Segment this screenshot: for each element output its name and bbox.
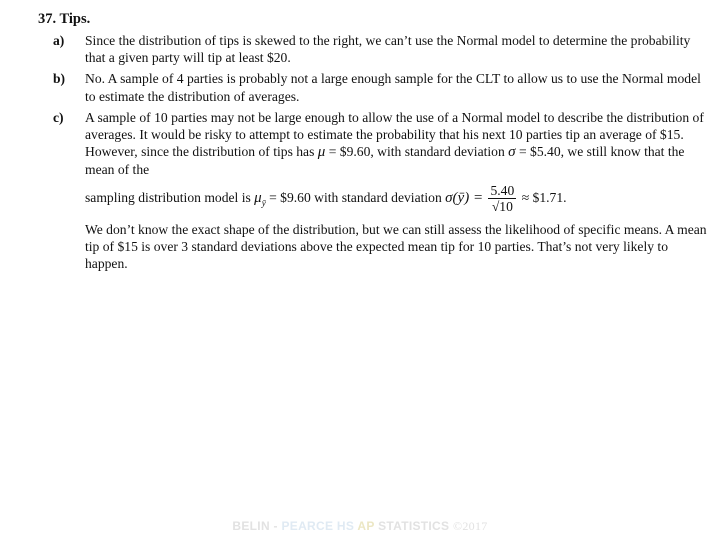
mu-ybar-value: = $9.60 with standard deviation xyxy=(265,189,446,205)
mu-ybar-subscript: ȳ xyxy=(261,197,266,208)
sampling-text: sampling distribution model is xyxy=(85,189,255,205)
answer-b-letter: b) xyxy=(53,71,66,87)
footer-school: PEARCE HS xyxy=(281,519,355,533)
document xyxy=(38,10,708,272)
approx-value: ≈ $1.71. xyxy=(521,189,567,205)
exercise-heading: 37. Tips. xyxy=(38,11,91,27)
answer-a xyxy=(38,32,708,66)
answer-c xyxy=(38,109,708,272)
sd-expression: σ(ȳ) = xyxy=(445,189,484,206)
answer-c-text xyxy=(85,109,708,272)
fraction xyxy=(488,183,516,215)
footer-part2: STATISTICS xyxy=(374,519,450,533)
answer-b xyxy=(38,70,708,104)
answer-b-text: No. A sample of 4 parties is probably not a large enough sample for the CLT to allow us to use the Normal model to estimate the distribution of averages. xyxy=(85,71,701,104)
footer-year: ©2017 xyxy=(452,519,488,533)
footer-ap: AP xyxy=(357,519,375,533)
formula-line xyxy=(85,183,708,215)
footer-part1: BELIN - xyxy=(232,519,282,533)
mu-ybar-symbol: μ xyxy=(254,189,262,206)
sigma-value: = $5.40, we still know that the mean of the xyxy=(85,144,685,178)
mu-symbol: μ xyxy=(317,144,326,161)
sigma-symbol: σ xyxy=(508,144,516,161)
answer-c-text-1: A sample of 10 parties may not be large enough to allow the use of a Normal model to describe the distribution of averages. It would be risky to attempt to estimate the probability that his next 10 parties tip an average of $15. However, since the distribution of tips has xyxy=(85,109,704,160)
answer-a-letter: a) xyxy=(53,33,65,48)
fraction-denominator: √10 xyxy=(491,198,513,214)
fraction-numerator: 5.40 xyxy=(490,182,515,198)
mu-value: = $9.60, with standard deviation xyxy=(325,144,509,160)
footer-watermark xyxy=(0,519,720,534)
answer-c-text-2: We don’t know the exact shape of the distribution, but we can still assess the likelihood of specific means. A mean tip of $15 is over 3 standard deviations above the expected mean tip for 10 parties. That’s not very likely to happen. xyxy=(85,221,707,272)
answer-a-text: Since the distribution of tips is skewed to the right, we can’t use the Normal model to determine the probability that a given party will tip at least $20. xyxy=(85,33,691,66)
answer-c-letter: c) xyxy=(53,109,64,125)
